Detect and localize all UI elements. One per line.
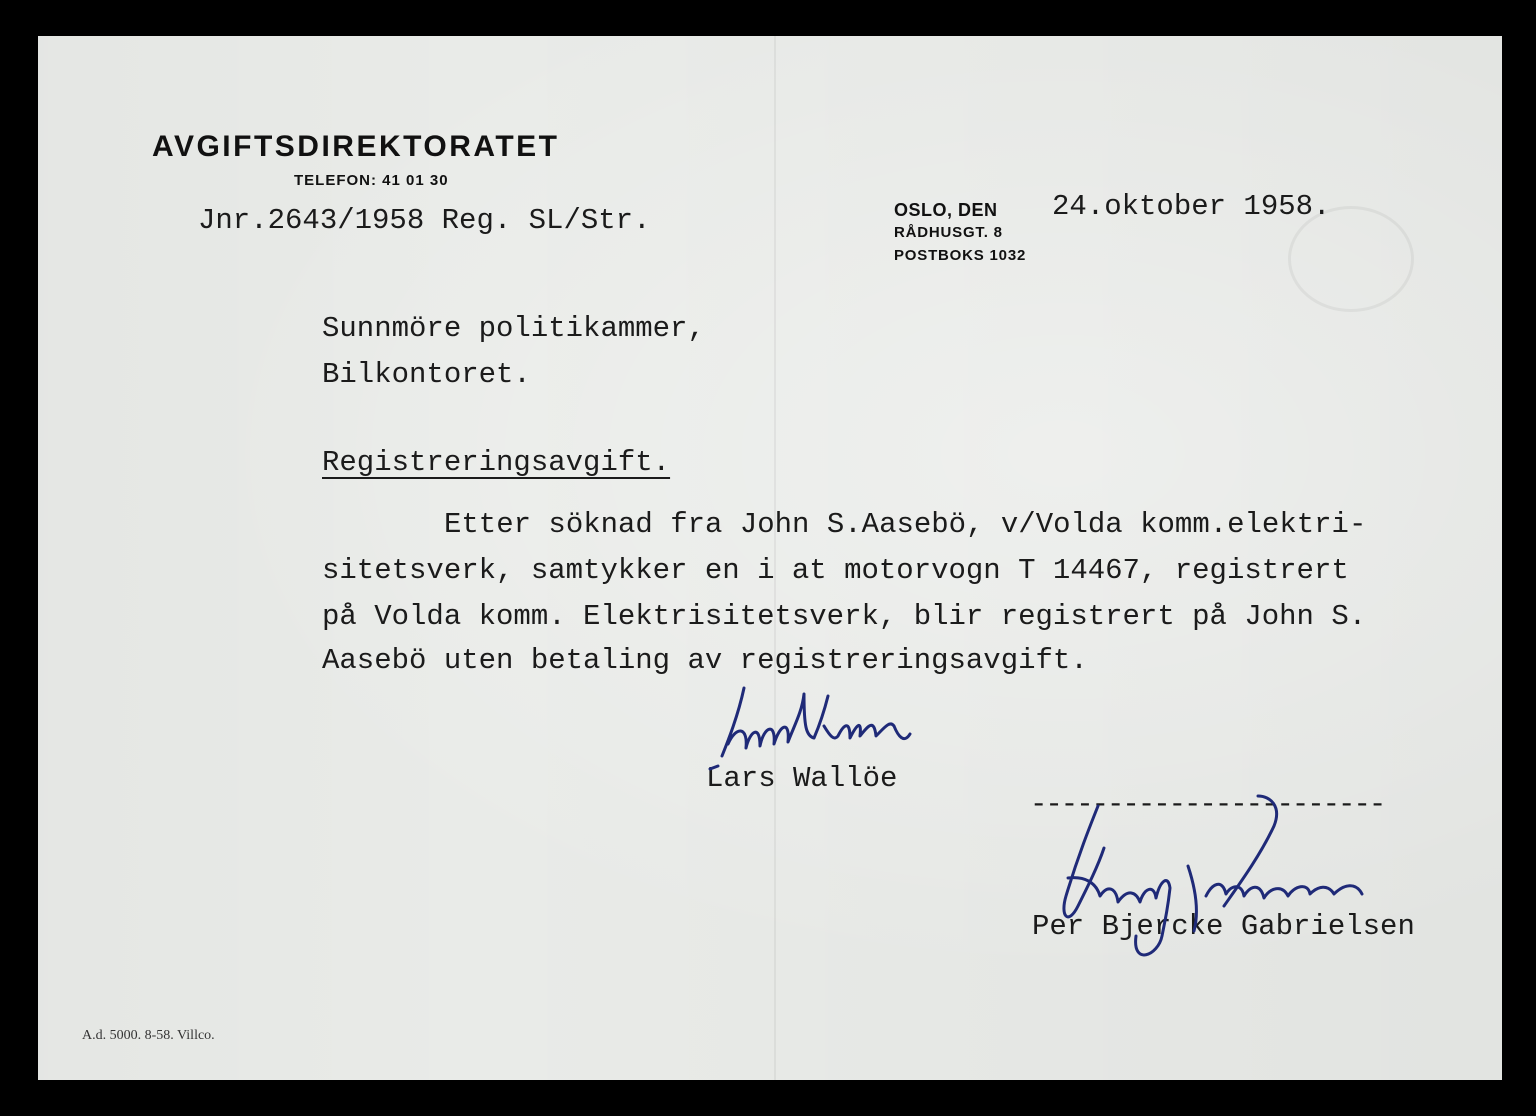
- signatory-2-name: Per Bjercke Gabrielsen: [1032, 910, 1415, 943]
- journal-reference: Jnr.2643/1958 Reg. SL/Str.: [198, 204, 651, 237]
- recipient-line-2: Bilkontoret.: [322, 358, 531, 391]
- subject-heading: Registreringsavgift.: [322, 446, 671, 479]
- body-line-4: Aasebö uten betaling av registreringsavgift.: [322, 644, 1088, 677]
- body-line-2: sitetsverk, samtykker en i at motorvogn T 14467, registrert: [322, 554, 1349, 587]
- letter-paper: [38, 36, 1502, 1080]
- body-line-1: Etter söknad fra John S.Aasebö, v/Volda komm.elektri-: [444, 508, 1367, 541]
- letterhead-street: RÅDHUSGT. 8: [894, 224, 1003, 241]
- letterhead-city: OSLO, DEN: [894, 200, 998, 220]
- letterhead-telephone: TELEFON: 41 01 30: [294, 172, 449, 189]
- body-line-3: på Volda komm. Elektrisitetsverk, blir registrert på John S.: [322, 600, 1367, 633]
- letter-date: 24.oktober 1958.: [1052, 190, 1331, 223]
- recipient-line-1: Sunnmöre politikammer,: [322, 312, 705, 345]
- signature-1-scribble: [710, 688, 910, 769]
- signatory-1-name: Lars Wallöe: [706, 762, 898, 795]
- letterhead-postbox: POSTBOKS 1032: [894, 247, 1027, 264]
- letterhead-organization: AVGIFTSDIREKTORATET: [152, 130, 560, 163]
- signature-dash-line: -----------------------: [1030, 788, 1385, 821]
- printer-mark: A.d. 5000. 8-58. Villco.: [82, 1028, 215, 1043]
